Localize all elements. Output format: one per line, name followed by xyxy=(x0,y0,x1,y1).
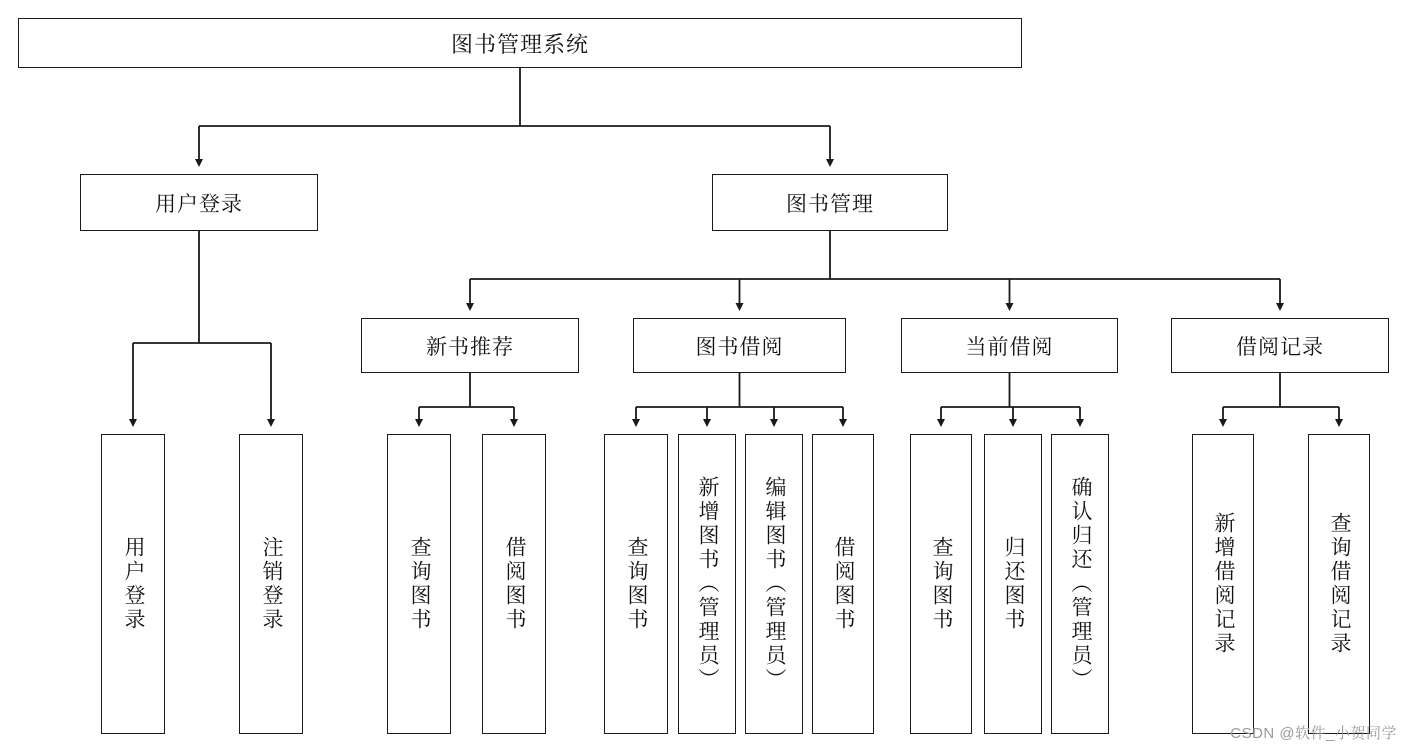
node-b3[interactable]: 编辑图书（管理员） xyxy=(745,434,803,734)
node-borrow[interactable]: 图书借阅 xyxy=(633,318,846,373)
node-login[interactable]: 用户登录 xyxy=(80,174,318,231)
node-records[interactable]: 借阅记录 xyxy=(1171,318,1389,373)
node-bookmgmt[interactable]: 图书管理 xyxy=(712,174,948,231)
node-l2[interactable]: 注销登录 xyxy=(239,434,303,734)
node-current[interactable]: 当前借阅 xyxy=(901,318,1118,373)
node-l1[interactable]: 用户登录 xyxy=(101,434,165,734)
node-r2[interactable]: 查询借阅记录 xyxy=(1308,434,1370,734)
node-b1[interactable]: 查询图书 xyxy=(604,434,668,734)
node-b2[interactable]: 新增图书（管理员） xyxy=(678,434,736,734)
node-n2[interactable]: 借阅图书 xyxy=(482,434,546,734)
node-c2[interactable]: 归还图书 xyxy=(984,434,1042,734)
node-c1[interactable]: 查询图书 xyxy=(910,434,972,734)
node-b4[interactable]: 借阅图书 xyxy=(812,434,874,734)
node-n1[interactable]: 查询图书 xyxy=(387,434,451,734)
watermark-label: CSDN @软件_小贺同学 xyxy=(1230,725,1397,742)
node-root[interactable]: 图书管理系统 xyxy=(18,18,1022,68)
node-c3[interactable]: 确认归还（管理员） xyxy=(1051,434,1109,734)
node-newbook[interactable]: 新书推荐 xyxy=(361,318,579,373)
node-r1[interactable]: 新增借阅记录 xyxy=(1192,434,1254,734)
